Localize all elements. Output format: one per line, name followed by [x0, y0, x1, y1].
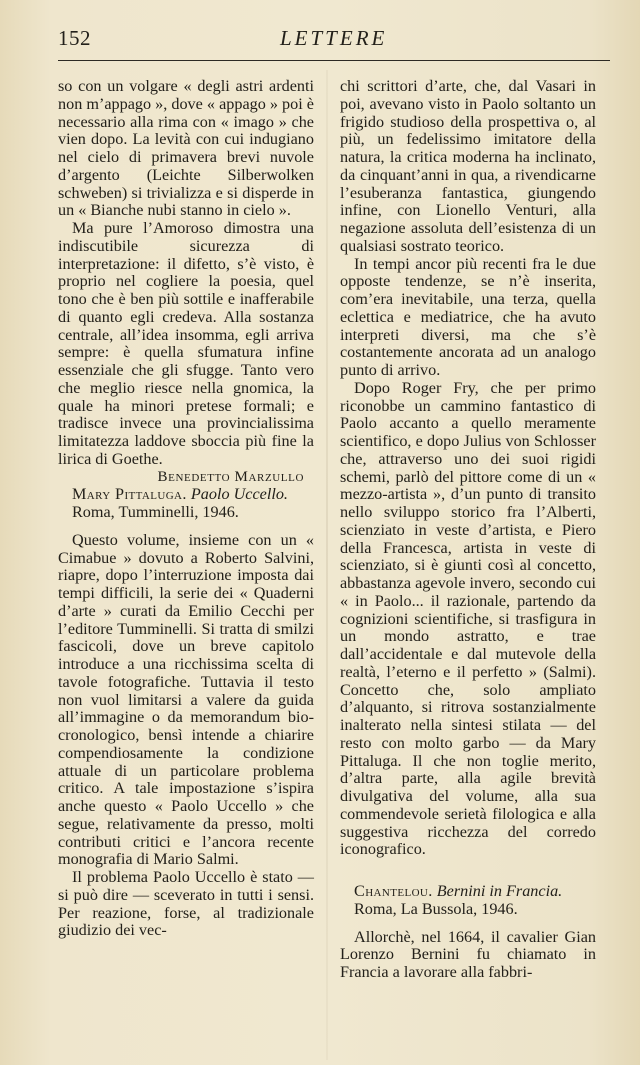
- right-column: [340, 78, 596, 982]
- review-title: Paolo Uccello.: [190, 485, 288, 504]
- paragraph: Il problema Paolo Uccello è stato — si può dire — sceverato in tutti i sensi. Per reazione, forse, al tradizionale giudizio dei vec-: [58, 868, 314, 940]
- page-number: 152: [58, 26, 91, 50]
- running-title: LETTERE: [280, 26, 388, 50]
- review-title: Bernini in Francia.: [436, 882, 563, 900]
- review-heading: [58, 486, 314, 522]
- paragraph: In tempi ancor più recenti fra le due opposte tendenze, se n’è inserita, com’era inevitabile, una terza, quella eclettica e mediatrice, che ha avuto interpreti diversi, ma che s’è costantemente ancorata ad un analogo punto di arrivo.: [340, 254, 596, 379]
- review-heading: [340, 883, 596, 919]
- header-rule: [58, 60, 610, 61]
- review-publisher: Roma, La Bussola, 1946.: [354, 899, 518, 918]
- paragraph: Ma pure l’Amoroso dimostra una indiscutibile sicurezza di interpretazione: il difetto, s’è visto, è proprio nel cogliere la poesia, quel tono che è ben più sottile e inafferabile di quanto egli credeva. Alla sostanza centrale, all’idea insomma, egli arriva sempre: è quella sfumatura infine essenziale che gli sfugge. Tanto vero che meglio riesce nella gnomica, la quale ha minori pretese formali; e tradisce invece una provincialissima limitatezza laddove sboccia più fine la lirica di Goethe.: [58, 219, 314, 468]
- paragraph: chi scrittori d’arte, che, dal Vasari in poi, avevano visto in Paolo soltanto un frigido studioso della prospettiva o, al più, un fedelissimo imitatore della natura, la critica moderna ha inclinato, da cinquant’anni in qua, a rivendicarne l’esuberanza fantastica, giungendo infine, con Lionello Venturi, alla negazione assoluta dell’esistenza di un qualsiasi sostrato teorico.: [340, 77, 596, 255]
- paragraph: Allorchè, nel 1664, il cavalier Gian Lorenzo Bernini fu chiamato in Francia a lavorare alla fabbri-: [340, 927, 596, 981]
- paragraph: so con un volgare « degli astri ardenti non m’appago », dove « appago » poi è necessario alla rima con « imago » che vien dopo. La levità con cui indugiano nel cielo di primavera brevi nuvole d’argento (Leichte Silberwolken schweben) si trivializza e si disperde in un « Bianche nubi stanno in cielo ».: [58, 77, 314, 220]
- running-head: [58, 24, 610, 54]
- paragraph: Dopo Roger Fry, che per primo riconobbe un cammino fantastico di Paolo accanto a quello meramente scientifico, e dopo Julius von Schlosser che, attraverso uno dei suoi rigidi schemi, parlò del pittore come di un « mezzo-artista », d’un punto di transito nello sviluppo storico fra l’Alberti, scienziato in veste d’artista, e Piero della Francesca, artista in veste di scienziato, si è giunti così al concetto, abbastanza agevole invero, secondo cui « in Paolo... il razionale, partendo da cognizioni scientifiche, si trasfigura in un mondo astratto, e trae dall’accidentale e dal mutevole della realtà, l’eterno e il perfetto » (Salmi). Concetto che, solo ampliato d’alquanto, si ritrova sostanzialmente inalterato nella sintesi stilata — del resto con molto garbo — da Mary Pittaluga. Il che non toglie merito, d’altra parte, alla agile brevità divulgativa del volume, alla sua commendevole serietà filologica e alla suggestiva ricchezza del corredo iconografico.: [340, 378, 596, 859]
- review-publisher: Roma, Tumminelli, 1946.: [72, 503, 239, 521]
- signature: Benedetto Marzullo: [157, 468, 304, 485]
- left-column: [58, 78, 314, 940]
- review-author: Chantelou.: [354, 882, 433, 900]
- column-gutter: [326, 70, 328, 1060]
- spacer: [340, 859, 596, 883]
- paragraph: Questo volume, insieme con un « Cimabue » dovuto a Roberto Salvini, riapre, dopo l’interruzione imposta dai tempi difficili, la serie dei « Quaderni d’arte » curati da Emilio Cecchi per l’editore Tumminelli. Si tratta di smilzi fascicoli, dove un breve capitolo introduce a una ricchissima scelta di tavole fotografiche. Tuttavia il testo non vuol limitarsi a valere da guida all’immagine o da memorandum bio-cronologico, bensì intende a chiarire compendiosamente la condizione attuale di un particolare problema critico. A tale impostazione s’ispira anche questo « Paolo Uccello » che segue, relativamente da presso, molti contributi critici e l’ancora recente monografia di Mario Salmi.: [58, 530, 314, 869]
- review-author: Mary Pittaluga.: [72, 485, 187, 504]
- spacer: [340, 919, 596, 929]
